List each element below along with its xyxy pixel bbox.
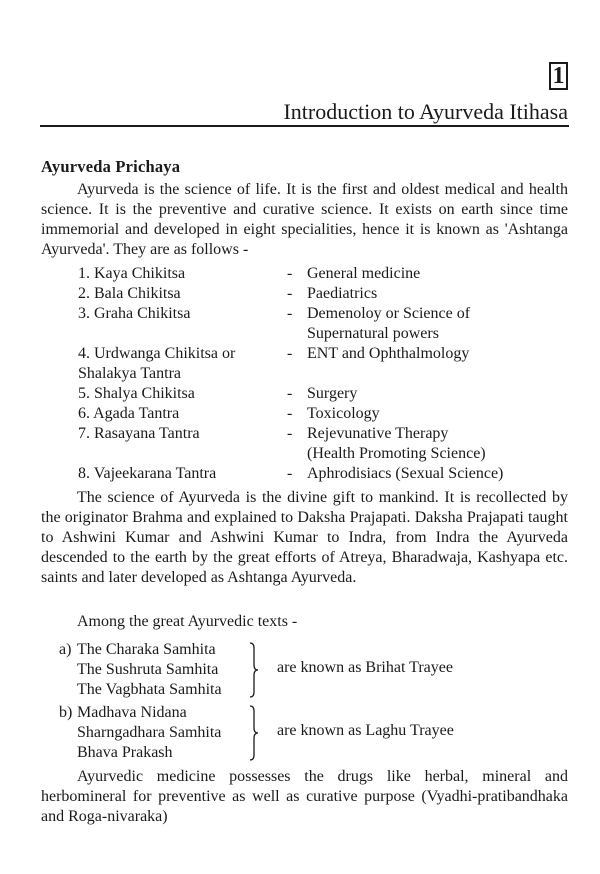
chapter-title: Introduction to Ayurveda Itihasa (283, 99, 568, 124)
speciality-description: Rejevunative Therapy (Health Promoting Science) (307, 425, 486, 462)
speciality-description: Aphrodisiacs (Sexual Science) (307, 465, 504, 482)
speciality-row (78, 464, 568, 484)
divine-gift-paragraph: The science of Ayurveda is the divine gift to mankind. It is recollected by the originator Brahma and explained to Daksha Prajapati. Daksha Prajapati taught to Ashwini Kumar and Ashwini Kumar to Indra, from Indra the Ayurveda descended to the earth by the great efforts of Atreya, Bharadwaja, Kashyapa etc. saints and later developed as Ashtanga Ayurveda. (41, 489, 568, 586)
medicine-paragraph: Ayurvedic medicine possesses the drugs like herbal, mineral and herbomineral for preventive as well as curative purpose (Vyadhi-pratibandhaka and Roga-nivaraka) (41, 768, 568, 825)
speciality-row (78, 424, 568, 464)
group-letter: a) (59, 641, 72, 658)
speciality-name: 8. Vajeekarana Tantra (78, 465, 217, 482)
speciality-name: 4. Urdwanga Chikitsa or Shalakya Tantra (78, 345, 236, 382)
group-caption: are known as Laghu Trayee (277, 722, 454, 739)
group-letter: b) (59, 704, 73, 721)
speciality-dash: - (287, 285, 293, 302)
group-caption: are known as Brihat Trayee (277, 659, 453, 676)
speciality-description: Paediatrics (307, 285, 378, 302)
speciality-dash: - (287, 305, 293, 322)
speciality-row (78, 264, 568, 284)
speciality-description: General medicine (307, 265, 421, 282)
speciality-name: 6. Agada Tantra (78, 405, 180, 422)
speciality-description: Demenoloy or Science of Supernatural powers (307, 305, 471, 342)
speciality-dash: - (287, 265, 293, 282)
texts-intro-paragraph: Among the great Ayurvedic texts - (77, 613, 298, 630)
text-item: The Charaka Samhita (77, 641, 216, 658)
speciality-dash: - (287, 345, 293, 362)
brace-icon (249, 642, 259, 698)
speciality-name: 7. Rasayana Tantra (78, 425, 200, 442)
text-item: The Sushruta Samhita (77, 661, 219, 678)
group-items (77, 640, 267, 700)
brace-icon (249, 705, 259, 761)
speciality-row (78, 284, 568, 304)
speciality-dash: - (287, 425, 293, 442)
intro-paragraph: Ayurveda is the science of life. It is the first and oldest medical and health science. It is the preventive and curative science. It exists on earth since time immemorial and developed in eight specialities, hence it is known as 'Ashtanga Ayurveda'. They are as follows - (41, 181, 568, 258)
section-heading: Ayurveda Prichaya (41, 157, 181, 176)
text-item: The Vagbhata Samhita (77, 681, 222, 698)
speciality-dash: - (287, 385, 293, 402)
text-item: Sharngadhara Samhita (77, 724, 222, 741)
header-rule (40, 125, 569, 127)
speciality-name: 3. Graha Chikitsa (78, 305, 191, 322)
speciality-row (78, 404, 568, 424)
specialities-list (78, 264, 568, 484)
speciality-name: 5. Shalya Chikitsa (78, 385, 195, 402)
speciality-description: ENT and Ophthalmology (307, 345, 470, 362)
chapter-number-box: 1 (549, 62, 568, 90)
text-item: Bhava Prakash (77, 744, 173, 761)
speciality-dash: - (287, 465, 293, 482)
speciality-name: 2. Bala Chikitsa (78, 285, 181, 302)
text-item: Madhava Nidana (77, 704, 187, 721)
speciality-row (78, 384, 568, 404)
speciality-row (78, 304, 568, 344)
speciality-row (78, 344, 568, 384)
group-items (77, 703, 267, 763)
speciality-dash: - (287, 405, 293, 422)
speciality-description: Toxicology (307, 405, 380, 422)
speciality-name: 1. Kaya Chikitsa (78, 265, 186, 282)
speciality-description: Surgery (307, 385, 358, 402)
